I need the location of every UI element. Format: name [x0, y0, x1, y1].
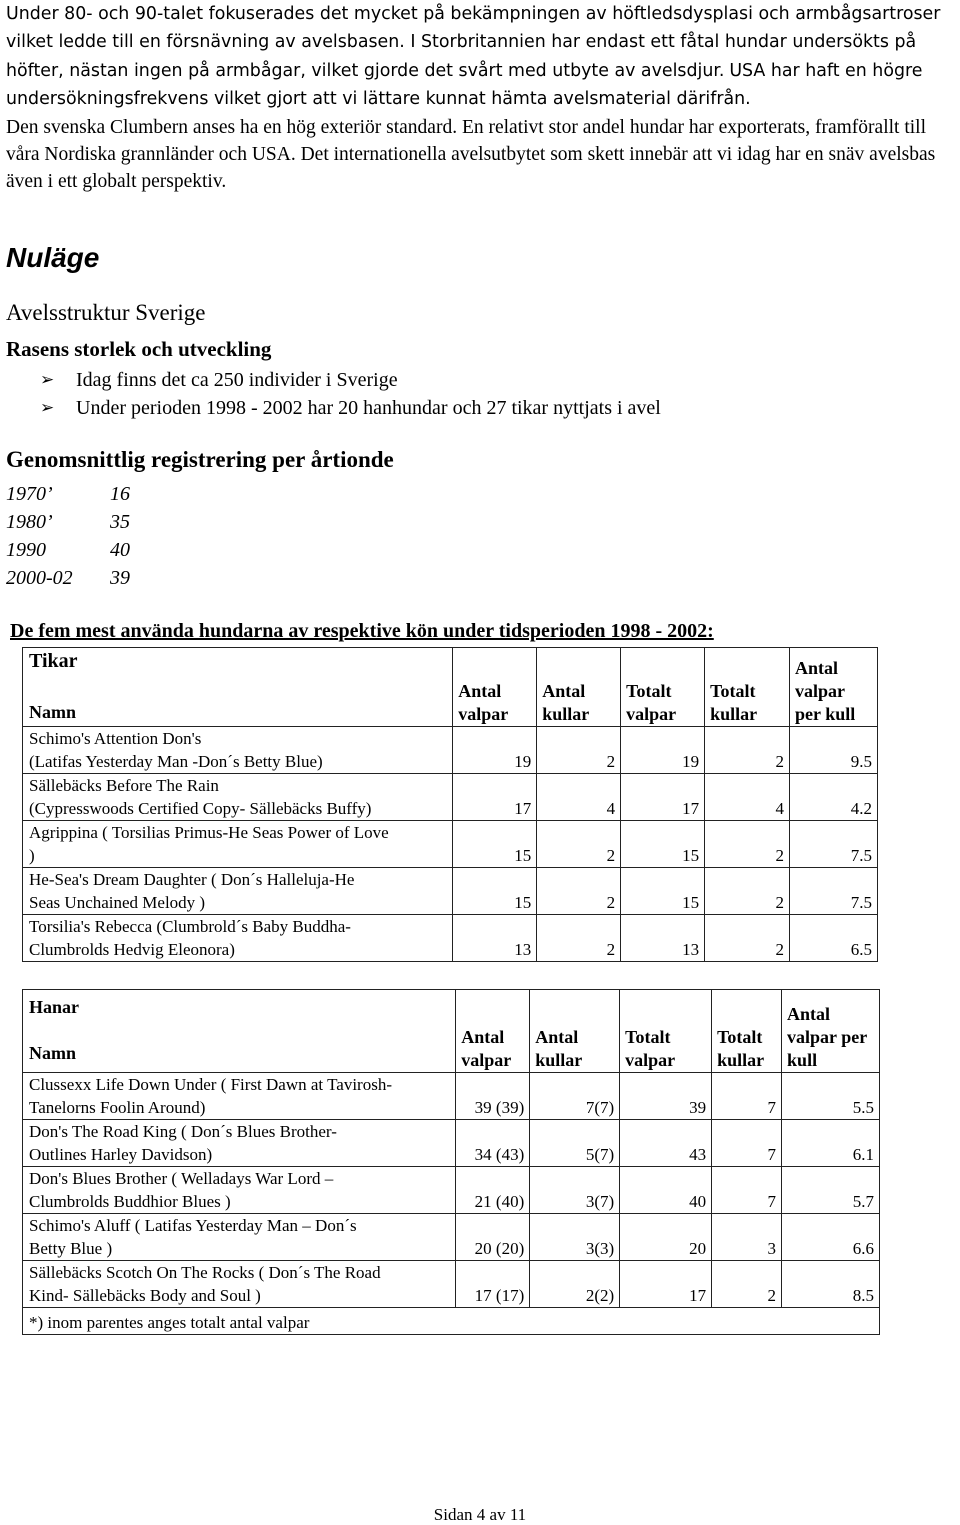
registration-period: 1970’ [6, 483, 53, 505]
intro-paragraph-2 [6, 114, 960, 196]
antal-kullar-cell: 4 [537, 774, 621, 821]
tikar-table [22, 647, 878, 962]
totalt-kullar-cell: 7 [712, 1120, 782, 1167]
totalt-kullar-cell: 2 [705, 727, 790, 774]
dog-parents: ) [29, 846, 35, 865]
registration-period: 2000-02 [6, 567, 73, 589]
totalt-kullar-cell: 7 [712, 1167, 782, 1214]
table-row [23, 915, 878, 962]
dog-name-cell [23, 821, 453, 868]
table-row [23, 1261, 880, 1308]
dog-name-cell [23, 1120, 456, 1167]
dog-name: Sällebäcks Scotch On The Rocks ( Don´s The Road [29, 1263, 381, 1282]
bullet-item [40, 394, 661, 422]
heading-nulage: Nuläge [6, 242, 100, 273]
antal-valpar-cell: 34 (43) [456, 1120, 530, 1167]
header-namn: Namn [29, 1043, 77, 1063]
registration-period: 1980’ [6, 511, 53, 533]
header-totalt-valpar: Totalt valpar [620, 990, 712, 1073]
header-spacer [29, 1019, 450, 1042]
antal-kullar-cell: 2 [537, 868, 621, 915]
registration-period: 1990 [6, 539, 46, 561]
per-kull-cell: 9.5 [790, 727, 878, 774]
table-row [23, 1073, 880, 1120]
header-antal-kullar: Antal kullar [530, 990, 620, 1073]
dog-name: He-Sea's Dream Daughter ( Don´s Halleluja-He [29, 870, 355, 889]
dog-parents: Clumbrolds Buddhior Blues ) [29, 1192, 231, 1211]
header-antal-kullar: Antal kullar [537, 648, 621, 727]
bullet-item [40, 366, 661, 394]
header-namn: Namn [29, 702, 77, 722]
per-kull-cell: 5.7 [782, 1167, 880, 1214]
header-namn-cell [23, 648, 453, 727]
dog-name: Clussexx Life Down Under ( First Dawn at Tavirosh- [29, 1075, 392, 1094]
table-title-tikar: Tikar [29, 650, 78, 672]
header-namn-cell [23, 990, 456, 1073]
per-kull-cell: 6.5 [790, 915, 878, 962]
arrow-bullet-icon: ➢ [40, 370, 55, 390]
dog-parents: Clumbrolds Hedvig Eleonora) [29, 940, 235, 959]
dog-name: Don's Blues Brother ( Welladays War Lord – [29, 1169, 334, 1188]
hanar-table [22, 989, 880, 1335]
heading-genomsnittlig-registrering: Genomsnittlig registrering per årtionde [6, 447, 394, 472]
heading-rasens-storlek: Rasens storlek och utveckling [6, 337, 272, 361]
antal-valpar-cell: 15 [453, 868, 537, 915]
per-kull-cell: 7.5 [790, 821, 878, 868]
totalt-valpar-cell: 43 [620, 1120, 712, 1167]
dog-parents: Seas Unchained Melody ) [29, 893, 206, 912]
dog-name-cell [23, 915, 453, 962]
intro-p1-sans-b: USA har haft en högre undersökningsfrekvens vilket gjort att vi lättare kunnat hämta avelsmaterial därifrån. [6, 60, 923, 110]
totalt-valpar-cell: 40 [620, 1167, 712, 1214]
dog-name: Torsilia's Rebecca (Clumbrold´s Baby Buddha- [29, 917, 351, 936]
totalt-kullar-cell: 4 [705, 774, 790, 821]
dog-name: Schimo's Attention Don's [29, 729, 202, 748]
antal-kullar-cell: 2(2) [530, 1261, 620, 1308]
registration-row [6, 480, 130, 508]
totalt-kullar-cell: 2 [712, 1261, 782, 1308]
dog-name-cell [23, 1214, 456, 1261]
registration-row [6, 564, 130, 592]
table-row [23, 821, 878, 868]
intro-paragraph-1 [6, 0, 960, 114]
intro-p2-b: Det internationella avelsutbytet som skett innebär att vi idag har en snäv avelsbas även i ett globalt perspektiv. [6, 144, 936, 193]
table-row [23, 1120, 880, 1167]
header-spacer [29, 673, 447, 701]
registration-value: 35 [110, 511, 130, 533]
dog-parents: Kind- Sällebäcks Body and Soul ) [29, 1286, 261, 1305]
table-row [23, 774, 878, 821]
header-totalt-kullar: Totalt kullar [712, 990, 782, 1073]
table-footnote: *) inom parentes anges totalt antal valpar [23, 1308, 880, 1335]
header-totalt-valpar: Totalt valpar [621, 648, 705, 727]
antal-kullar-cell: 2 [537, 821, 621, 868]
dog-parents: Betty Blue ) [29, 1239, 113, 1258]
antal-valpar-cell: 17 [453, 774, 537, 821]
dog-name-cell [23, 1073, 456, 1120]
intro-p1-sans: Under 80- och 90-talet fokuserades det mycket på bekämpningen av höftledsdysplasi och armbågsartroser vilket ledde till en försnävning av avelsbasen. I Storbritannien har endast ett fåtal hundar undersökts på höfter, nästan ingen på armbågar, vilket gjorde det svårt med utbyte av avelsdjur. [6, 4, 941, 81]
header-valpar-per-kull: Antal valpar per kull [782, 990, 880, 1073]
antal-kullar-cell: 2 [537, 727, 621, 774]
dog-name: Agrippina ( Torsilias Primus-He Seas Power of Love [29, 823, 389, 842]
totalt-valpar-cell: 17 [621, 774, 705, 821]
bullet-text: Idag finns det ca 250 individer i Sverige [76, 369, 398, 391]
dog-parents: Outlines Harley Davidson) [29, 1145, 213, 1164]
per-kull-cell: 8.5 [782, 1261, 880, 1308]
registration-value: 16 [110, 483, 130, 505]
per-kull-cell: 7.5 [790, 868, 878, 915]
dog-name-cell [23, 774, 453, 821]
header-totalt-kullar: Totalt kullar [705, 648, 790, 727]
registration-list [6, 480, 130, 592]
dog-name-cell [23, 1167, 456, 1214]
intro-text [6, 0, 960, 196]
dog-parents: (Cypresswoods Certified Copy- Sällebäcks Buffy) [29, 799, 372, 818]
antal-kullar-cell: 5(7) [530, 1120, 620, 1167]
antal-valpar-cell: 15 [453, 821, 537, 868]
header-valpar-per-kull: Antal valpar per kull [790, 648, 878, 727]
page-number: Sidan 4 av 11 [433, 1505, 527, 1524]
totalt-valpar-cell: 15 [621, 868, 705, 915]
dog-name: Sällebäcks Before The Rain [29, 776, 219, 795]
totalt-kullar-cell: 2 [705, 821, 790, 868]
table-footnote-row [23, 1308, 880, 1335]
table-row [23, 868, 878, 915]
per-kull-cell: 6.6 [782, 1214, 880, 1261]
table-row [23, 727, 878, 774]
arrow-bullet-icon: ➢ [40, 398, 55, 418]
totalt-valpar-cell: 20 [620, 1214, 712, 1261]
antal-kullar-cell: 3(7) [530, 1167, 620, 1214]
antal-valpar-cell: 20 (20) [456, 1214, 530, 1261]
totalt-kullar-cell: 2 [705, 868, 790, 915]
dog-name-cell [23, 727, 453, 774]
dog-name: Schimo's Aluff ( Latifas Yesterday Man – Don´s [29, 1216, 357, 1235]
dog-name: Don's The Road King ( Don´s Blues Brother- [29, 1122, 337, 1141]
intro-p2-a: Den svenska Clumbern anses ha en hög exteriör standard. En relativt stor andel hundar har exporterats, framförallt till våra Nordiska grannländer och USA. [6, 116, 926, 166]
antal-valpar-cell: 17 (17) [456, 1261, 530, 1308]
totalt-kullar-cell: 2 [705, 915, 790, 962]
antal-valpar-cell: 21 (40) [456, 1167, 530, 1214]
dog-name-cell [23, 868, 453, 915]
antal-valpar-cell: 19 [453, 727, 537, 774]
totalt-valpar-cell: 39 [620, 1073, 712, 1120]
table-header-row [23, 990, 880, 1073]
per-kull-cell: 6.1 [782, 1120, 880, 1167]
antal-valpar-cell: 13 [453, 915, 537, 962]
table-row [23, 1167, 880, 1214]
antal-kullar-cell: 3(3) [530, 1214, 620, 1261]
dog-name-cell [23, 1261, 456, 1308]
per-kull-cell: 5.5 [782, 1073, 880, 1120]
registration-row [6, 508, 130, 536]
antal-kullar-cell: 2 [537, 915, 621, 962]
per-kull-cell: 4.2 [790, 774, 878, 821]
table-title-hanar: Hanar [29, 997, 80, 1017]
registration-row [6, 536, 130, 564]
totalt-valpar-cell: 15 [621, 821, 705, 868]
totalt-valpar-cell: 19 [621, 727, 705, 774]
registration-value: 40 [110, 539, 130, 561]
dog-parents: Tanelorns Foolin Around) [29, 1098, 206, 1117]
header-antal-valpar: Antal valpar [453, 648, 537, 727]
heading-fem-mest-anvanda: De fem mest använda hundarna av respektive kön under tidsperioden 1998 - 2002: [10, 620, 714, 642]
bullet-list [40, 366, 661, 422]
registration-value: 39 [110, 567, 130, 589]
totalt-valpar-cell: 17 [620, 1261, 712, 1308]
table-header-row [23, 648, 878, 727]
totalt-kullar-cell: 7 [712, 1073, 782, 1120]
totalt-valpar-cell: 13 [621, 915, 705, 962]
dog-parents: (Latifas Yesterday Man -Don´s Betty Blue) [29, 752, 323, 771]
header-antal-valpar: Antal valpar [456, 990, 530, 1073]
antal-kullar-cell: 7(7) [530, 1073, 620, 1120]
table-row [23, 1214, 880, 1261]
bullet-text: Under perioden 1998 - 2002 har 20 hanhundar och 27 tikar nyttjats i avel [76, 397, 661, 419]
totalt-kullar-cell: 3 [712, 1214, 782, 1261]
heading-avelsstruktur: Avelsstruktur Sverige [6, 300, 206, 325]
antal-valpar-cell: 39 (39) [456, 1073, 530, 1120]
